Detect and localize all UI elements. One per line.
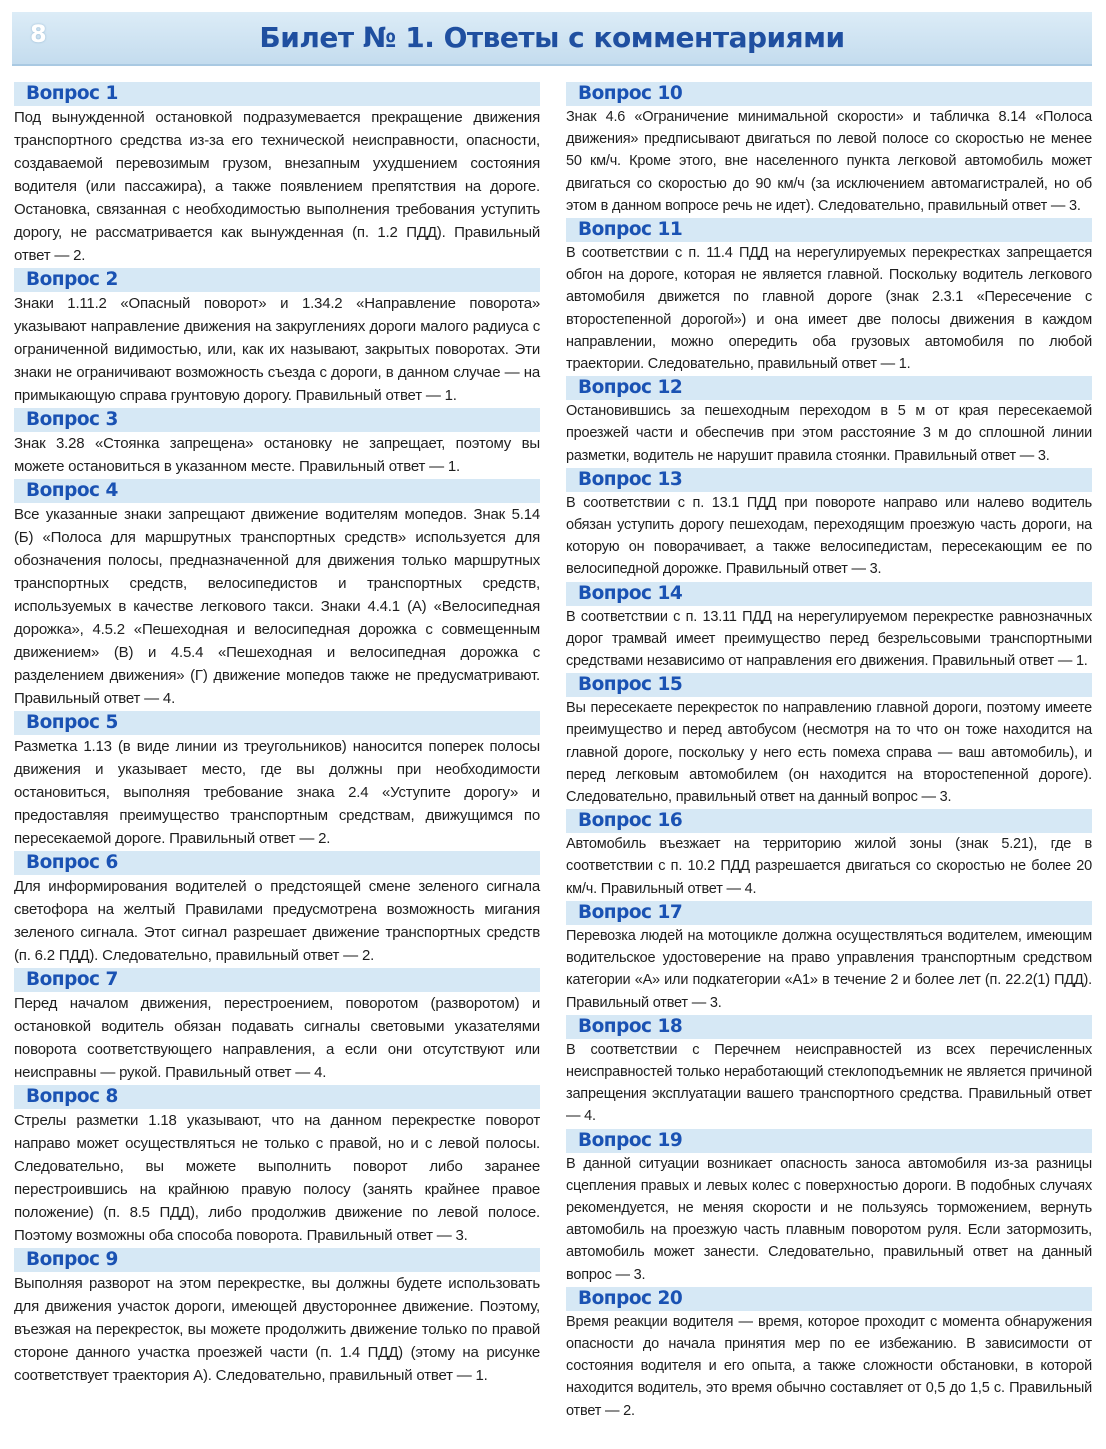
- question-heading: Вопрос 14: [566, 582, 1092, 606]
- question-heading: Вопрос 6: [14, 851, 540, 875]
- question-section: [14, 711, 540, 850]
- question-heading: Вопрос 19: [566, 1129, 1092, 1153]
- answer-comment: Остановившись за пешеходным переходом в 5 м от края пересекаемой проезжей части и обеспечив при этом расстояние 3 м до сплошной линии разметки, водитель не нарушит правила стоянки. Правильный ответ — 3.: [566, 403, 1092, 464]
- question-heading: Вопрос 2: [14, 268, 540, 292]
- question-section: [566, 809, 1092, 900]
- answer-comment: Выполняя разворот на этом перекрестке, вы должны будете использовать для движения участок дороги, имеющей двустороннее движение. Поэтому, въезжая на перекресток, вы можете продолжить движение только по правой стороне данного участка проезжей части (п. 1.4 ПДД) (этому на рисунке соответствует траектория А). Следовательно, правильный ответ — 1.: [14, 1275, 540, 1384]
- answer-comment: Под вынужденной остановкой подразумевается прекращение движения транспортного средства из-за его технической неисправности, опасности, создаваемой перевозимым грузом, внезапным ухудшением состояния водителя (или пассажира), а также появлением препятствия на дороге. Остановка, связанная с необходимостью выполнения требования уступить дорогу, не рассматривается как вынужденная (п. 1.2 ПДД). Правильный ответ — 2.: [14, 109, 540, 264]
- answer-comment: Знак 3.28 «Стоянка запрещена» остановку не запрещает, поэтому вы можете остановиться в указанном месте. Правильный ответ — 1.: [14, 435, 540, 475]
- question-heading: Вопрос 16: [566, 809, 1092, 833]
- question-section: [566, 82, 1092, 217]
- question-section: [14, 408, 540, 478]
- answer-comment: В соответствии с п. 11.4 ПДД на нерегулируемых перекрестках запрещается обгон на дороге, которая не является главной. Поскольку водитель легкового автомобиля движется по главной дороге (знак 2.3.1 «Пересечение с второстепенной дорогой») и она имеет две полосы движения в каждом направлении, можно опередить оба грузовых автомобиля по любой траектории. Следовательно, правильный ответ — 1.: [566, 245, 1092, 373]
- question-heading: Вопрос 8: [14, 1085, 540, 1109]
- answer-comment: Автомобиль въезжает на территорию жилой зоны (знак 5.21), где в соответствии с п. 10.2 ПДД разрешается двигаться со скоростью не более 20 км/ч. Правильный ответ — 4.: [566, 836, 1092, 897]
- question-heading: Вопрос 10: [566, 82, 1092, 106]
- question-heading: Вопрос 3: [14, 408, 540, 432]
- left-column: [14, 82, 540, 1388]
- question-heading: Вопрос 12: [566, 376, 1092, 400]
- answer-comment: В соответствии с Перечнем неисправностей из всех перечисленных неисправностей только неработающий стеклоподъемник не является причиной запрещения эксплуатации вашего транспортного средства. Правильный ответ — 4.: [566, 1041, 1092, 1125]
- question-heading: Вопрос 5: [14, 711, 540, 735]
- page-title: Билет № 1. Ответы с комментариями: [259, 21, 845, 54]
- question-section: [14, 1248, 540, 1387]
- question-heading: Вопрос 13: [566, 468, 1092, 492]
- right-column: [566, 82, 1092, 1423]
- question-section: [566, 1287, 1092, 1422]
- answer-comment: Все указанные знаки запрещают движение водителям мопедов. Знак 5.14 (Б) «Полоса для маршрутных транспортных средств» используется для обозначения полосы, предназначенной для движения только маршрутных транспортных средств, велосипедистов и транспортных средств, используемых в качестве легкового такси. Знаки 4.4.1 (А) «Велосипедная дорожка», 4.5.2 «Пешеходная и велосипедная дорожка с совмещенным движением» (В) и 4.5.4 «Пешеходная и велосипедная дорожка с разделением движения» (Г) движение мопедов также не предусматривают. Правильный ответ — 4.: [14, 506, 540, 707]
- question-heading: Вопрос 20: [566, 1287, 1092, 1311]
- question-heading: Вопрос 1: [14, 82, 540, 106]
- answer-comment: Знак 4.6 «Ограничение минимальной скорости» и табличка 8.14 «Полоса движения» предписывают двигаться по левой полосе со скоростью не менее 50 км/ч. Кроме этого, вне населенного пункта легковой автомобиль может двигаться со скоростью до 90 км/ч (за исключением автомагистралей, но об этом в данном вопросе речь не идет). Следовательно, правильный ответ — 3.: [566, 109, 1092, 214]
- question-section: [566, 901, 1092, 1014]
- page-number: 8: [30, 20, 47, 48]
- question-section: [566, 1015, 1092, 1128]
- answer-comment: Перед началом движения, перестроением, поворотом (разворотом) и остановкой водитель обязан подавать сигналы световыми указателями поворота соответствующего направления, а если они отсутствуют или неисправны — рукой. Правильный ответ — 4.: [14, 995, 540, 1081]
- question-section: [566, 1129, 1092, 1286]
- question-heading: Вопрос 18: [566, 1015, 1092, 1039]
- answer-comment: Перевозка людей на мотоцикле должна осуществляться водителем, имеющим водительское удостоверение на право управления транспортным средством категории «А» или подкатегории «А1» в течение 2 и более лет (п. 22.2(1) ПДД). Правильный ответ — 3.: [566, 927, 1092, 1011]
- question-section: [14, 851, 540, 967]
- answer-comment: В данной ситуации возникает опасность заноса автомобиля из-за разницы сцепления правых и левых колес с поверхностью дороги. В подобных случаях рекомендуется, не меняя скорости и не пользуясь торможением, вернуть автомобиль на проезжую часть плавным поворотом руля. Если затормозить, автомобиль может занести. Следовательно, правильный ответ на данный вопрос — 3.: [566, 1155, 1092, 1283]
- question-heading: Вопрос 7: [14, 968, 540, 992]
- question-section: [566, 218, 1092, 375]
- question-heading: Вопрос 4: [14, 479, 540, 503]
- question-section: [14, 968, 540, 1084]
- question-section: [14, 82, 540, 267]
- answer-comment: Для информирования водителей о предстоящей смене зеленого сигнала светофора на желтый Правилами предусмотрена возможность мигания зеленого сигнала. Этот сигнал разрешает движение транспортных средств (п. 6.2 ПДД). Следовательно, правильный ответ — 2.: [14, 878, 540, 964]
- question-heading: Вопрос 17: [566, 901, 1092, 925]
- question-section: [14, 479, 540, 710]
- answer-comment: Вы пересекаете перекресток по направлению главной дороги, поэтому имеете преимущество и перед автобусом (несмотря на то что он тоже находится на главной дороге, поскольку у него есть помеха справа — ваш автомобиль), и перед легковым автомобилем (он находится на второстепенной дороге). Следовательно, правильный ответ на данный вопрос — 3.: [566, 700, 1092, 806]
- question-heading: Вопрос 15: [566, 673, 1092, 697]
- question-section: [14, 268, 540, 407]
- answer-comment: В соответствии с п. 13.1 ПДД при повороте направо или налево водитель обязан уступить дорогу пешеходам, переходящим проезжую часть дороги, на которую он поворачивает, а также велосипедистам, пересекающим ее по велосипедной дорожке. Правильный ответ — 3.: [566, 494, 1092, 578]
- question-section: [566, 582, 1092, 673]
- question-heading: Вопрос 11: [566, 218, 1092, 242]
- answer-comment: В соответствии с п. 13.11 ПДД на нерегулируемом перекрестке равнозначных дорог трамвай имеет преимущество перед безрельсовыми транспортными средствами независимо от направления его движения. Правильный ответ — 1.: [566, 608, 1092, 670]
- question-section: [566, 468, 1092, 581]
- question-heading: Вопрос 9: [14, 1248, 540, 1272]
- question-section: [14, 1085, 540, 1247]
- answer-comment: Разметка 1.13 (в виде линии из треугольников) наносится поперек полосы движения и указывает место, где вы должны при необходимости остановиться, выполняя требование знака 2.4 «Уступите дорогу» и предоставляя преимущество транспортным средствам, движущимся по пересекаемой дороге. Правильный ответ — 2.: [14, 738, 540, 847]
- page-header: [12, 12, 1092, 66]
- question-section: [566, 673, 1092, 808]
- answer-comment: Стрелы разметки 1.18 указывают, что на данном перекрестке поворот направо может осуществляться не только с правой, но и с левой полосы. Следовательно, вы можете выполнить поворот либо заранее перестроившись на крайнюю правую полосу (занять крайнее правое положение) (п. 8.5 ПДД), либо продолжив движение по левой полосе. Поэтому возможны оба способа поворота. Правильный ответ — 3.: [14, 1112, 540, 1244]
- question-section: [566, 376, 1092, 467]
- answer-comment: Знаки 1.11.2 «Опасный поворот» и 1.34.2 «Направление поворота» указывают направление движения на закруглениях дороги малого радиуса с ограниченной видимостью, или, как их называют, закрытых поворотах. Эти знаки не ограничивают возможность съезда с дороги, в данном случае — на примыкающую справа грунтовую дорогу. Правильный ответ — 1.: [14, 295, 540, 404]
- answer-comment: Время реакции водителя — время, которое проходит с момента обнаружения опасности до начала принятия мер по ее избежанию. В зависимости от состояния водителя и его опыта, а также сложности обстановки, в которой находится водитель, это время обычно составляет от 0,5 до 1,5 с. Правильный ответ — 2.: [566, 1313, 1092, 1419]
